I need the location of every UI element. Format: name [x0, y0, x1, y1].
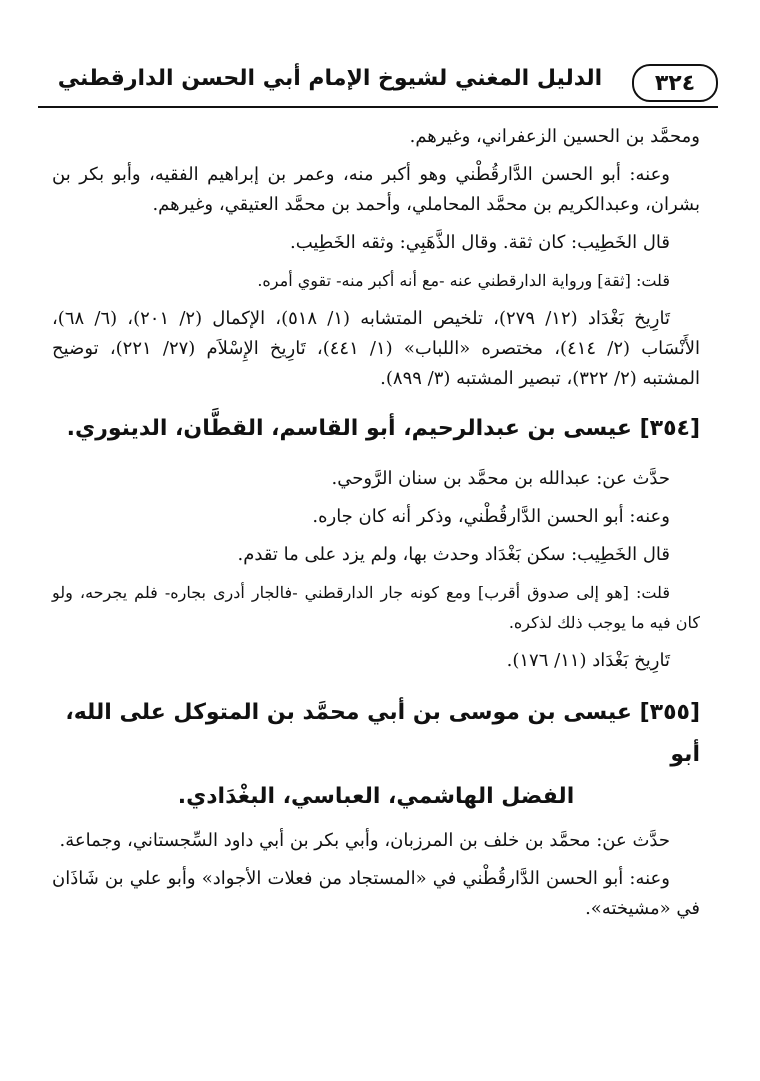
paragraph: وعنه: أبو الحسن الدَّارقُطْني في «المستجاد من فعلات الأجواد» وأبو علي بن شَاذَان في «مشيخته». [52, 868, 700, 919]
paragraph: حدَّث عن: محمَّد بن خلف بن المرزبان، وأبي بكر بن أبي داود السِّجستاني، وجماعة. [59, 830, 670, 851]
editor-note: قلت: [ثقة] ورواية الدارقطني عنه -مع أنه أكبر منه- تقوي أمره. [257, 271, 670, 290]
paragraph: قال الخَطِيب: كان ثقة. وقال الذَّهَبِي: وثقه الخَطِيب. [290, 232, 670, 253]
references: تَارِيخ بَغْدَاد (١١/ ١٧٦). [506, 650, 670, 671]
header-divider [38, 106, 718, 108]
entry-heading-354: [٣٥٤] عيسى بن عبدالرحيم، أبو القاسم، القطَّان، الدينوري. [66, 416, 700, 441]
paragraph: قال الخَطِيب: سكن بَغْدَاد وحدث بها، ولم يزد على ما تقدم. [237, 544, 670, 565]
paragraph: وعنه: أبو الحسن الدَّارقُطْني، وذكر أنه كان جاره. [312, 506, 670, 527]
running-title: الدليل المغني لشيوخ الإمام أبي الحسن الدارقطني [57, 66, 603, 91]
editor-note: قلت: [هو إلى صدوق أقرب] ومع كونه جار الدارقطني -فالجار أدرى بجاره- فلم يجرحه، ولو كان فيه ما يوجب ذلك لذكره. [52, 583, 700, 632]
page-header [38, 62, 718, 108]
page-body [52, 122, 700, 924]
entry-heading-355 [52, 692, 700, 818]
entry-heading-355-line2: الفضل الهاشمي، العباسي، البغْدَادي. [177, 784, 575, 809]
paragraph: حدَّث عن: عبدالله بن محمَّد بن سنان الرَّوحي. [331, 468, 670, 489]
page-number: ٣٢٤ [632, 64, 718, 102]
entry-heading-355-line1: [٣٥٥] عيسى بن موسى بن أبي محمَّد بن المتوكل على الله، أبو [65, 700, 700, 767]
references: تَارِيخ بَغْدَاد (١٢/ ٢٧٩)، تلخيص المتشابه (١/ ٥١٨)، الإكمال (٢/ ٢٠١)، (٦/ ٦٨)، الأَنْسَاب (٢/ ٤١٤)، مختصره «اللباب» (١/ ٤٤١)، تَارِيخ الإِسْلاَم (٢٧/ ٢٢١)، توضيح المشتبه (٢/ ٣٢٢)، تبصير المشتبه (٣/ ٨٩٩). [52, 308, 700, 389]
paragraph: وعنه: أبو الحسن الدَّارقُطْني وهو أكبر منه، وعمر بن إبراهيم الفقيه، وأبو بكر بن بشران، وعبدالكريم بن محمَّد المحاملي، وأحمد بن محمَّد العتيقي، وغيرهم. [52, 164, 700, 215]
paragraph: ومحمَّد بن الحسين الزعفراني، وغيرهم. [409, 126, 700, 147]
